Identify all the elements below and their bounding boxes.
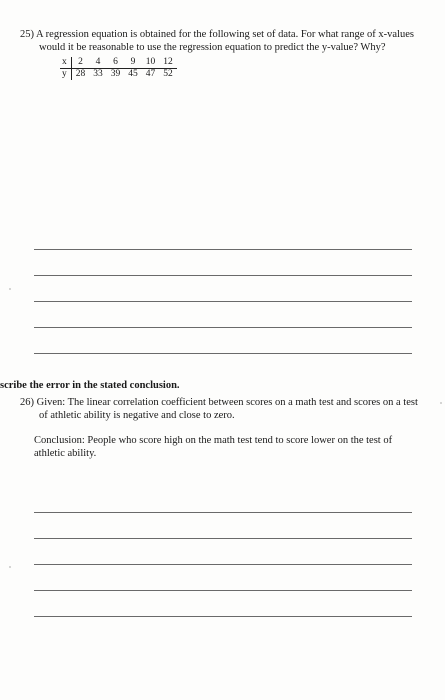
answer-line[interactable]	[34, 275, 412, 276]
question-25	[20, 28, 432, 54]
question-25-line-1: 25) A regression equation is obtained for the following set of data. For what range of x-values	[20, 29, 414, 40]
answer-line[interactable]	[34, 616, 412, 617]
y-value: 33	[93, 69, 103, 79]
x-value: 10	[142, 57, 160, 69]
scan-mark	[9, 288, 11, 290]
question-26-line-1: 26) Given: The linear correlation coefficient between scores on a math test and scores on a test	[20, 397, 418, 408]
x-value: 6	[107, 57, 125, 69]
section-directions: scribe the error in the stated conclusion.	[0, 380, 180, 391]
conclusion-line-1: Conclusion: People who score high on the math test tend to score lower on the test of	[34, 435, 393, 446]
x-value: 9	[124, 57, 142, 69]
answer-line[interactable]	[34, 512, 412, 513]
answer-line[interactable]	[34, 353, 412, 354]
y-value: 52	[163, 69, 173, 79]
answer-line[interactable]	[34, 301, 412, 302]
question-25-line-2: would it be reasonable to use the regression equation to predict the y-value? Why?	[39, 42, 386, 53]
scan-mark	[9, 566, 11, 568]
answer-line[interactable]	[34, 590, 412, 591]
conclusion-line-2: athletic ability.	[34, 448, 97, 459]
y-value: 47	[145, 69, 156, 79]
x-value: 4	[89, 57, 107, 69]
data-table	[60, 57, 177, 80]
x-label: x	[60, 57, 71, 69]
answer-line[interactable]	[34, 249, 412, 250]
question-26-line-2: of athletic ability is negative and close to zero.	[39, 410, 235, 421]
answer-line[interactable]	[34, 327, 412, 328]
x-row	[60, 57, 177, 69]
answer-line[interactable]	[34, 564, 412, 565]
y-value: 45	[128, 69, 138, 79]
conclusion	[34, 434, 424, 460]
answer-line[interactable]	[34, 538, 412, 539]
scan-mark	[440, 402, 442, 404]
y-value: 28	[75, 69, 86, 79]
x-value: 12	[159, 57, 177, 69]
y-value: 39	[110, 69, 121, 79]
question-26	[20, 396, 432, 422]
y-row	[60, 69, 177, 81]
x-value: 2	[71, 57, 89, 69]
y-label: y	[60, 69, 71, 81]
